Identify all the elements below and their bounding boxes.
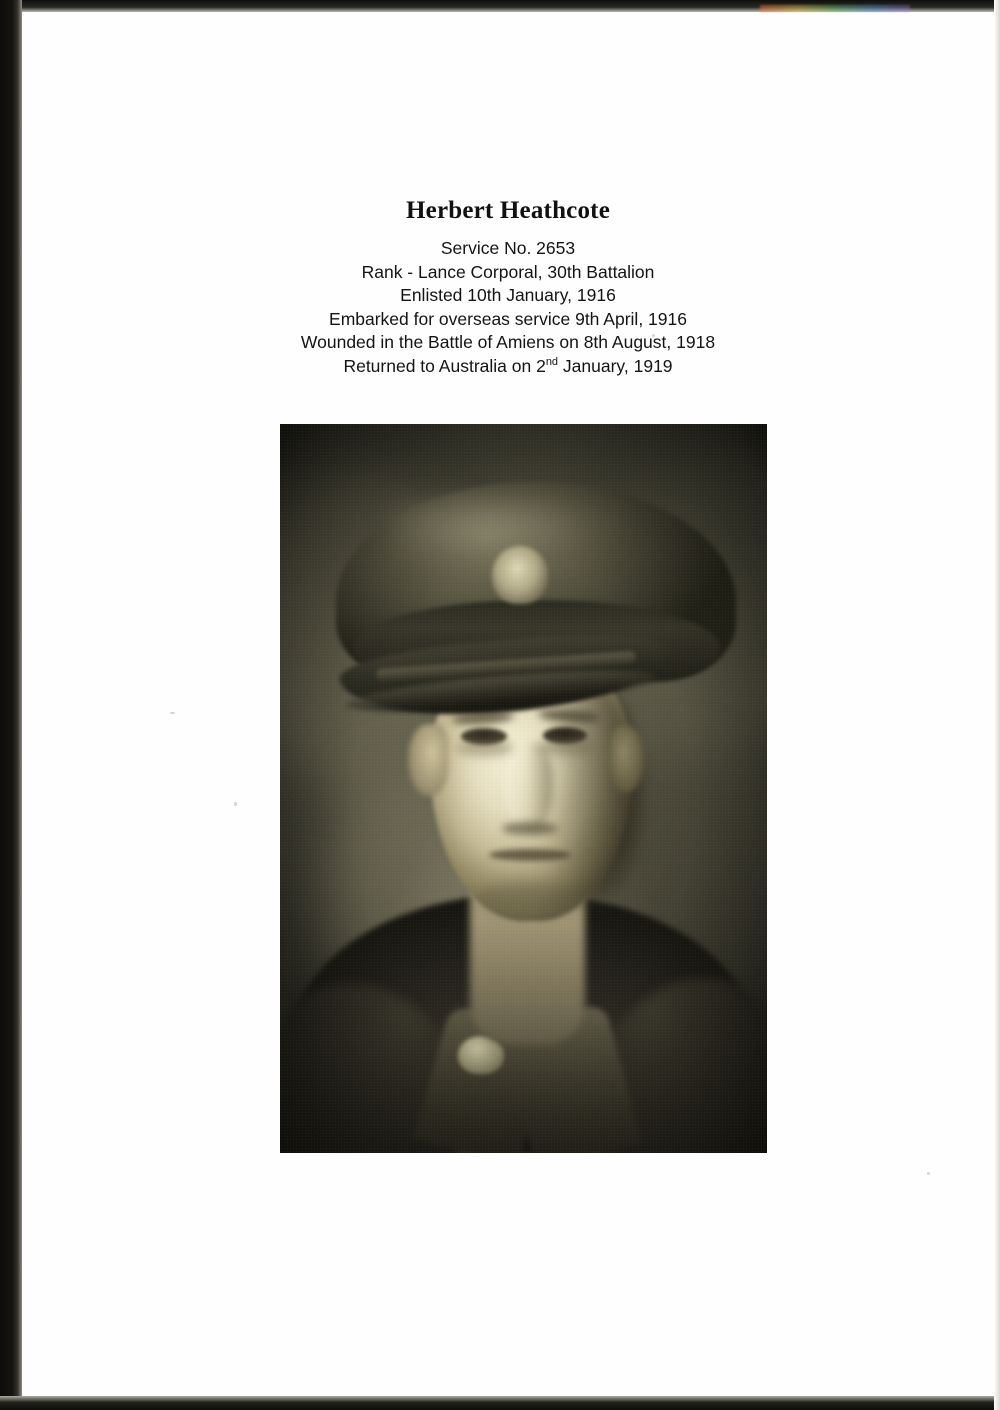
paper-speck: [234, 802, 237, 806]
portrait-photograph: [280, 424, 767, 1153]
scan-edge-bottom: [0, 1396, 1000, 1410]
detail-service-number: Service No. 2653: [440, 238, 576, 258]
detail-returned-before: Returned to Australia on 2: [343, 355, 546, 376]
detail-wounded: Wounded in the Battle of Amiens on 8th August, 1918: [300, 332, 716, 352]
detail-enlisted: Enlisted 10th January, 1916: [400, 285, 616, 305]
detail-embarked: Embarked for overseas service 9th April, 1916: [329, 308, 687, 329]
page-title: Herbert Heathcote: [406, 196, 610, 224]
paper-speck: [927, 1172, 930, 1175]
scan-edge-right: [994, 0, 1000, 1410]
service-details-block: [22, 237, 994, 378]
detail-returned-after: January, 1919: [558, 355, 673, 376]
detail-returned: [22, 355, 994, 379]
detail-returned-ordinal: nd: [545, 355, 559, 368]
scan-chromatic-fringe: [760, 5, 910, 12]
paper-speck: [170, 712, 175, 714]
paper-sheet: [22, 12, 994, 1396]
detail-rank-battalion: Rank - Lance Corporal, 30th Battalion: [361, 261, 655, 282]
scan-edge-left: [0, 0, 22, 1410]
photo-vignette: [280, 424, 767, 1153]
